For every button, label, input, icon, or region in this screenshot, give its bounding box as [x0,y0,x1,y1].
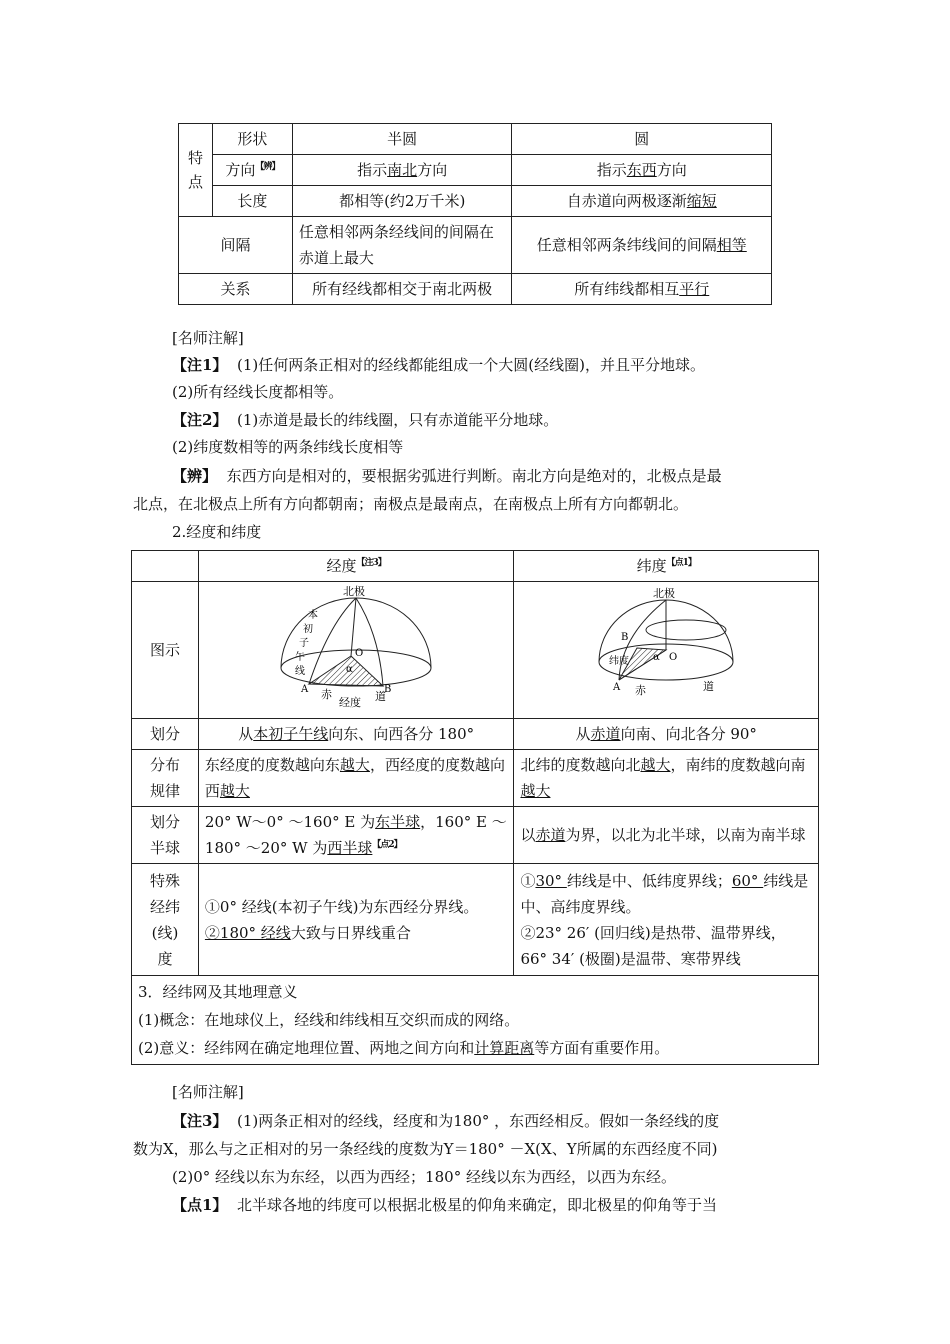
length-label: 长度 [212,186,292,217]
hemisphere-label: 划分 半球 [132,807,199,864]
notes-heading-1: [名师注解] [172,329,244,347]
bian-line-b: 北点，在北极点上所有方向都朝南；南极点是最南点，在南极点上所有方向都朝北。 [133,495,689,513]
direction-wei: 指示东西方向 [512,155,772,186]
hemisphere-jing: 20° W～0° ～160° E 为东半球，160° E ～180° ～20° W 为西半球$^{【点2】}$ [198,807,514,864]
header-blank [132,551,199,582]
note-2-line-b: (2)纬度数相等的两条纬线长度相等 [172,438,404,456]
feature-label: 特 点 [179,124,213,217]
notes-heading-2: [名师注解] [172,1083,244,1101]
wei-fig-alpha: α [653,652,660,663]
direction-label: 方向$^{【辨】}$ [212,155,292,186]
wei-fig-a: A [613,682,621,693]
jing-fig-north: 北极 [343,585,366,598]
length-jing: 都相等(约2万千米) [292,186,512,217]
bian-line-a: 【辨】 东西方向是相对的，要根据劣弧进行判断。南北方向是绝对的，北极点是最 [172,467,722,485]
wei-fig-chi: 赤 [635,684,647,697]
distribution-jing: 东经度的度数越向东越大，西经度的度数越向西越大 [198,750,514,807]
jing-fig-meridian-3: 子 [299,638,310,649]
note-1-line-b: (2)所有经线长度都相等。 [172,383,344,401]
interval-label: 间隔 [179,217,293,274]
wei-fig-b: B [621,632,629,643]
jing-fig-alpha: α [346,664,353,675]
jing-fig-a: A [301,684,309,695]
division-wei: 从赤道向南、向北各分 90° [514,719,819,750]
special-label: 特殊 经纬 (线) 度 [132,864,199,976]
note-1-line-a: 【注1】 (1)任何两条正相对的经线都能组成一个大圆(经线圈)，并且平分地球。 [172,356,705,374]
jing-fig-o: O [355,648,364,659]
special-wei-1: ①30° 纬线是中、低纬度界线；60° 纬线是中、高纬度界线。 [520,871,809,916]
note-2-line-a: 【注2】 (1)赤道是最长的纬线圈，只有赤道能平分地球。 [172,411,559,429]
figure-label: 图示 [132,582,199,719]
jing-fig-dao: 道 [375,690,387,703]
figure-jing-cell [198,582,514,719]
shape-label: 形状 [212,124,292,155]
interval-jing: 任意相邻两条经线间的间隔在赤道上最大 [292,217,512,274]
section-2-title: 2.经度和纬度 [172,523,262,541]
special-wei-2: ②23° 26′ (回归线)是热带、温带界线，66° 34′ (极圈)是温带、寒带界线 [520,923,786,968]
longitude-diagram [271,584,441,708]
shape-jing: 半圆 [292,124,512,155]
relation-label: 关系 [179,274,293,305]
wei-fig-north: 北极 [653,587,676,600]
special-jing-2: ②180° 经线大致与日界线重合 [204,923,411,942]
point-1-line-a: 【点1】 北半球各地的纬度可以根据北极星的仰角来确定，即北极星的仰角等于当 [172,1196,717,1214]
header-wei: 纬度$^{【点1】}$ [514,551,819,582]
jing-fig-meridian-1: 本 [308,610,319,621]
figure-wei-cell [514,582,819,719]
comparison-table-1 [178,123,772,305]
note-3-line-a: 【注3】 (1)两条正相对的经线，经度和为180° ，东西经相反。假如一条经线的度 [172,1112,720,1130]
jing-fig-chi: 赤 [321,688,333,701]
direction-jing: 指示南北方向 [292,155,512,186]
section-3-title: 3．经纬网及其地理意义 [138,983,298,1001]
special-jing-1: ①0° 经线(本初子午线)为东西经分界线。 [204,897,479,916]
shape-wei: 圆 [512,124,772,155]
jing-fig-b: B [384,684,392,695]
note-3-line-b: 数为X，那么与之正相对的另一条经线的度数为Y＝180° －X(X、Y所属的东西经度不同) [133,1140,718,1158]
distribution-label: 分布 规律 [132,750,199,807]
wei-fig-dao: 道 [703,680,715,693]
header-jing: 经度$^{【注3】}$ [198,551,514,582]
wei-fig-weidu: 纬度 [609,656,630,667]
interval-wei: 任意相邻两条纬线间的间隔相等 [512,217,772,274]
jing-fig-jingdu: 经度 [339,696,362,708]
comparison-table-2 [131,550,819,1065]
wei-fig-o: O [669,652,678,663]
division-jing: 从本初子午线向东、向西各分 180° [198,719,514,750]
distribution-wei: 北纬的度数越向北越大，南纬的度数越向南越大 [514,750,819,807]
latitude-diagram [591,586,741,706]
jing-fig-meridian-4: 午 [295,652,306,663]
length-wei: 自赤道向两极逐渐缩短 [512,186,772,217]
division-label: 划分 [132,719,199,750]
jing-fig-meridian-2: 初 [303,624,314,635]
section-3-concept: (1)概念：在地球仪上，经线和纬线相互交织而成的网络。 [138,1011,520,1029]
note-3-line-c: (2)0° 经线以东为东经，以西为西经；180° 经线以东为西经，以西为东经。 [172,1168,676,1186]
special-wei [514,864,819,976]
jing-fig-meridian-5: 线 [295,666,306,677]
hemisphere-wei: 以赤道为界，以北为北半球，以南为南半球 [514,807,819,864]
relation-jing: 所有经线都相交于南北两极 [292,274,512,305]
special-jing [198,864,514,976]
section-3-meaning: (2)意义：经纬网在确定地理位置、两地之间方向和计算距离等方面有重要作用。 [138,1039,670,1057]
section-3-cell [132,976,819,1065]
relation-wei: 所有纬线都相互平行 [512,274,772,305]
